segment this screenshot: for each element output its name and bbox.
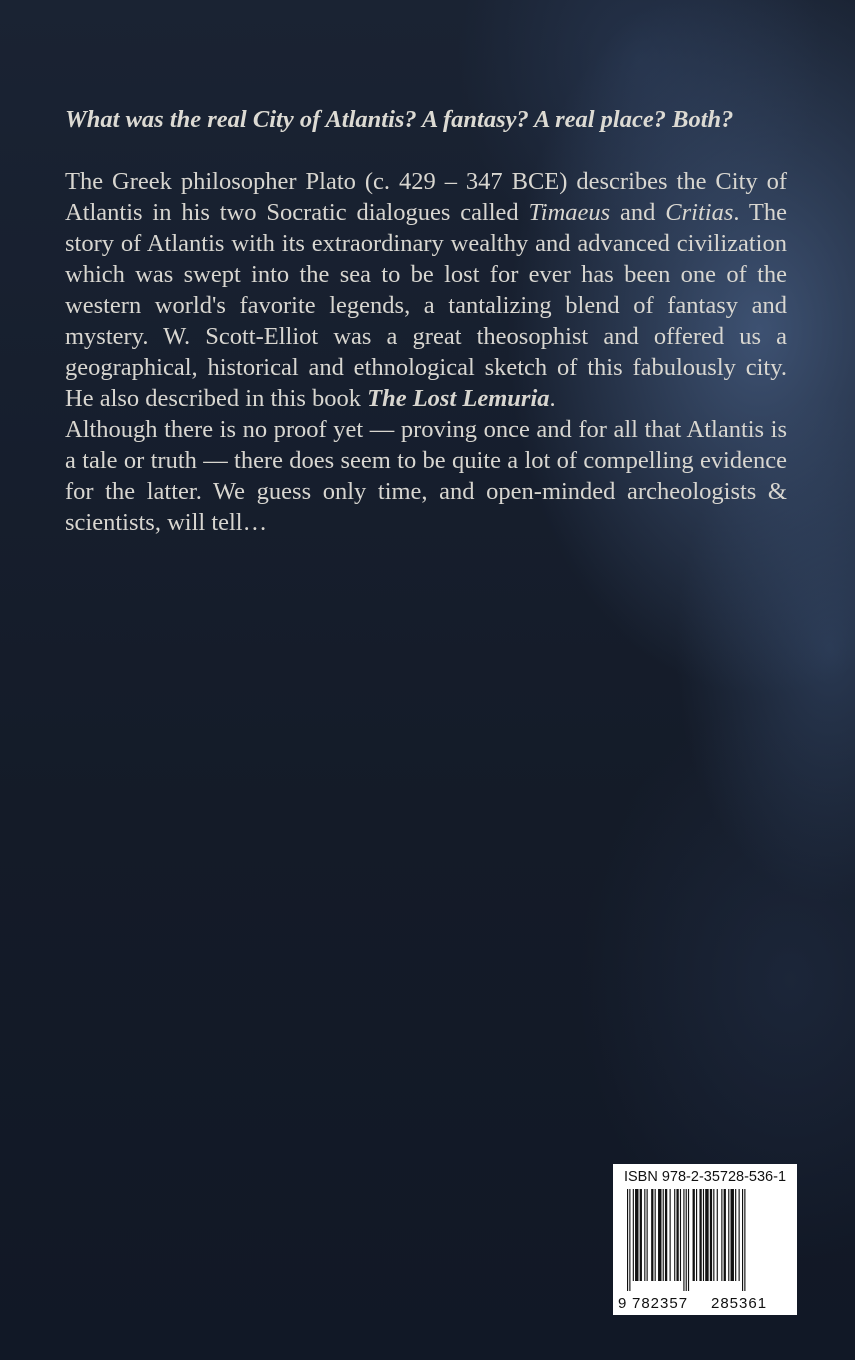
barcode-bar	[728, 1189, 729, 1281]
barcode-bar	[655, 1189, 656, 1281]
title-critias: Critias	[665, 199, 734, 226]
barcode-bar	[647, 1189, 648, 1281]
barcode-bar	[688, 1189, 689, 1291]
barcode-bar	[703, 1189, 704, 1281]
barcode-bar	[665, 1189, 667, 1281]
description-and: and	[610, 199, 666, 226]
barcode-bar	[731, 1189, 734, 1281]
barcode-bar	[744, 1189, 745, 1291]
barcode-bar	[724, 1189, 726, 1281]
barcode-bar	[693, 1189, 695, 1281]
barcode-digit-first: 9	[618, 1295, 627, 1312]
barcode-bar	[644, 1189, 645, 1281]
barcode-bar	[713, 1189, 714, 1281]
barcode-bar	[739, 1189, 740, 1281]
barcode-bar	[640, 1189, 642, 1281]
barcode-bar	[710, 1189, 712, 1281]
barcode-bar	[658, 1189, 661, 1281]
barcode-bar	[651, 1189, 653, 1281]
isbn-label: ISBN 978-2-35728-536-1	[623, 1169, 787, 1185]
barcode-bars	[625, 1189, 785, 1291]
barcode-bar	[670, 1189, 671, 1281]
blurb	[65, 104, 787, 538]
barcode-bar	[676, 1189, 678, 1281]
lead-question: What was the real City of Atlantis? A fantasy? A real place? Both?	[65, 106, 734, 133]
barcode-digits-right: 285361	[711, 1295, 768, 1312]
description-text-2: . The story of Atlantis with its extraordinary wealthy and advanced civilization which was swept into the sea to be lost for ever has been one of the western world's favorite legends, a tantalizing blend of fantasy and mystery. W. Scott-Elliot was a great theosophist and offered us a geographical, historical and ethnological sketch of this fabulously city. He also described in this book	[65, 199, 787, 412]
isbn-barcode	[613, 1164, 797, 1315]
barcode-bar	[635, 1189, 638, 1281]
description-paragraph	[65, 166, 787, 414]
barcode-bar	[699, 1189, 701, 1281]
description-text-1: The Greek philosopher Plato (c. 429 – 347 BCE) describes the City of Atlantis in his two Socratic dialogues called	[65, 168, 787, 226]
barcode-bar	[717, 1189, 718, 1281]
barcode-bar	[735, 1189, 736, 1281]
barcode-bar	[633, 1189, 634, 1281]
barcode-bar	[627, 1189, 628, 1291]
closing-paragraph: Although there is no proof yet — proving once and for all that Atlantis is a tale or truth — there does seem to be quite a lot of compelling evidence for the latter. We guess only time, and open-minded archeologists & scientists, will tell…	[65, 416, 787, 536]
barcode-bar	[742, 1189, 743, 1291]
barcode-bar	[629, 1189, 630, 1291]
barcode-bar	[680, 1189, 681, 1281]
barcode-bar	[674, 1189, 675, 1281]
barcode-digits-left: 782357	[632, 1295, 689, 1312]
barcode-bar	[686, 1189, 687, 1291]
barcode-bar	[721, 1189, 722, 1281]
title-timaeus: Timaeus	[528, 199, 611, 226]
barcode-bar	[663, 1189, 664, 1281]
barcode-bar	[683, 1189, 684, 1291]
barcode-bar	[705, 1189, 708, 1281]
barcode-bar	[696, 1189, 697, 1281]
title-lost-lemuria: The Lost Lemuria	[367, 385, 550, 412]
description-end: .	[549, 385, 556, 412]
